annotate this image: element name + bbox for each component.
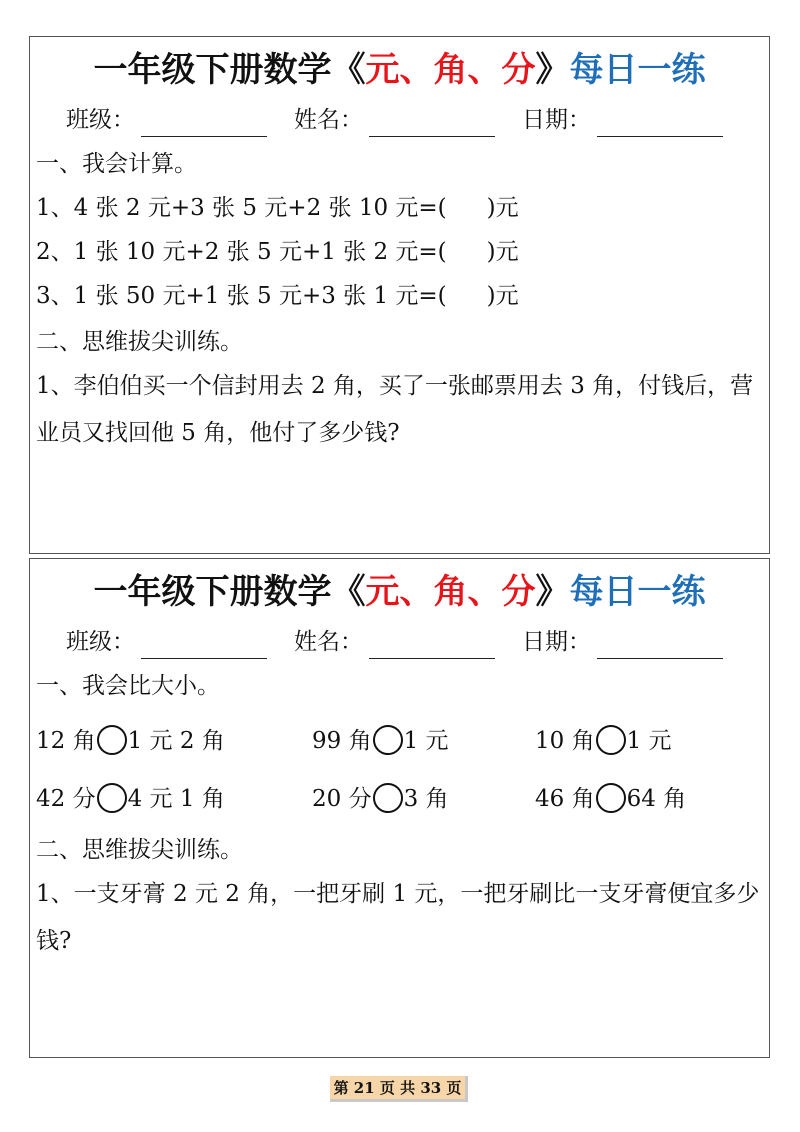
title-bracket: 》 (535, 572, 570, 612)
calc-question-unit: )元 (486, 283, 519, 309)
title-prefix: 一年级下册数学《 (93, 50, 366, 90)
compare-row (30, 779, 769, 819)
compare-left: 20 分 (312, 786, 372, 812)
date-field (522, 625, 723, 659)
worksheet-title (30, 45, 769, 95)
compare-right: 4 元 1 角 (127, 786, 225, 812)
name-label: 姓名： (294, 629, 363, 655)
date-blank[interactable] (597, 110, 723, 137)
class-label: 班级： (66, 629, 135, 655)
compare-circle[interactable] (373, 783, 403, 813)
compare-item (535, 779, 686, 819)
class-field (66, 103, 267, 137)
date-label: 日期： (522, 107, 591, 133)
compare-left: 46 角 (535, 786, 595, 812)
calc-question-text: 3、1 张 50 元+1 张 5 元+3 张 1 元=( (36, 283, 447, 309)
compare-left: 42 分 (36, 786, 96, 812)
compare-circle[interactable] (97, 725, 127, 755)
section-heading-thinking: 二、思维拔尖训练。 (36, 329, 243, 355)
compare-left: 10 角 (535, 728, 595, 754)
date-field (522, 103, 723, 137)
compare-right: 64 角 (626, 786, 687, 812)
name-blank[interactable] (369, 632, 495, 659)
compare-left: 99 角 (312, 728, 372, 754)
date-blank[interactable] (597, 632, 723, 659)
student-info-row (30, 625, 769, 661)
compare-circle[interactable] (97, 783, 127, 813)
class-field (66, 625, 267, 659)
compare-circle[interactable] (596, 725, 626, 755)
compare-right: 1 元 2 角 (127, 728, 225, 754)
calc-question-unit: )元 (486, 195, 519, 221)
class-label: 班级： (66, 107, 135, 133)
compare-row (30, 721, 769, 761)
page-number-footer: 第 21 页 共 33 页 (330, 1076, 468, 1102)
compare-item (36, 721, 225, 761)
calc-question-text: 1、4 张 2 元+3 张 5 元+2 张 10 元=( (36, 195, 447, 221)
title-bracket: 》 (535, 50, 570, 90)
title-topic: 元、角、分 (365, 50, 536, 90)
name-label: 姓名： (294, 107, 363, 133)
section-heading-compare: 一、我会比大小。 (36, 673, 220, 699)
compare-item (312, 721, 449, 761)
compare-item (36, 779, 225, 819)
name-field (294, 625, 495, 659)
worksheet-title (30, 567, 769, 617)
section-heading-thinking: 二、思维拔尖训练。 (36, 837, 243, 863)
section-heading-calc: 一、我会计算。 (36, 151, 197, 177)
word-problem: 1、一支牙膏 2 元 2 角，一把牙刷 1 元，一把牙刷比一支牙膏便宜多少钱? (36, 881, 760, 954)
compare-item (312, 779, 449, 819)
title-suffix: 每日一练 (569, 572, 706, 612)
calc-question (36, 279, 519, 313)
compare-circle[interactable] (373, 725, 403, 755)
compare-circle[interactable] (596, 783, 626, 813)
name-blank[interactable] (369, 110, 495, 137)
student-info-row (30, 103, 769, 139)
calc-question-unit: )元 (486, 239, 519, 265)
calc-question (36, 235, 519, 269)
class-blank[interactable] (141, 110, 267, 137)
worksheet-card-2 (29, 558, 770, 1058)
compare-right: 3 角 (403, 786, 449, 812)
calc-question (36, 191, 519, 225)
worksheet-card-1 (29, 36, 770, 554)
title-prefix: 一年级下册数学《 (93, 572, 366, 612)
compare-right: 1 元 (626, 728, 672, 754)
compare-right: 1 元 (403, 728, 449, 754)
date-label: 日期： (522, 629, 591, 655)
title-suffix: 每日一练 (569, 50, 706, 90)
calc-question-text: 2、1 张 10 元+2 张 5 元+1 张 2 元=( (36, 239, 447, 265)
compare-left: 12 角 (36, 728, 96, 754)
class-blank[interactable] (141, 632, 267, 659)
title-topic: 元、角、分 (365, 572, 536, 612)
word-problem: 1、李伯伯买一个信封用去 2 角，买了一张邮票用去 3 角，付钱后，营业员又找回他 5 角，他付了多少钱? (36, 373, 754, 446)
compare-item (535, 721, 672, 761)
name-field (294, 103, 495, 137)
